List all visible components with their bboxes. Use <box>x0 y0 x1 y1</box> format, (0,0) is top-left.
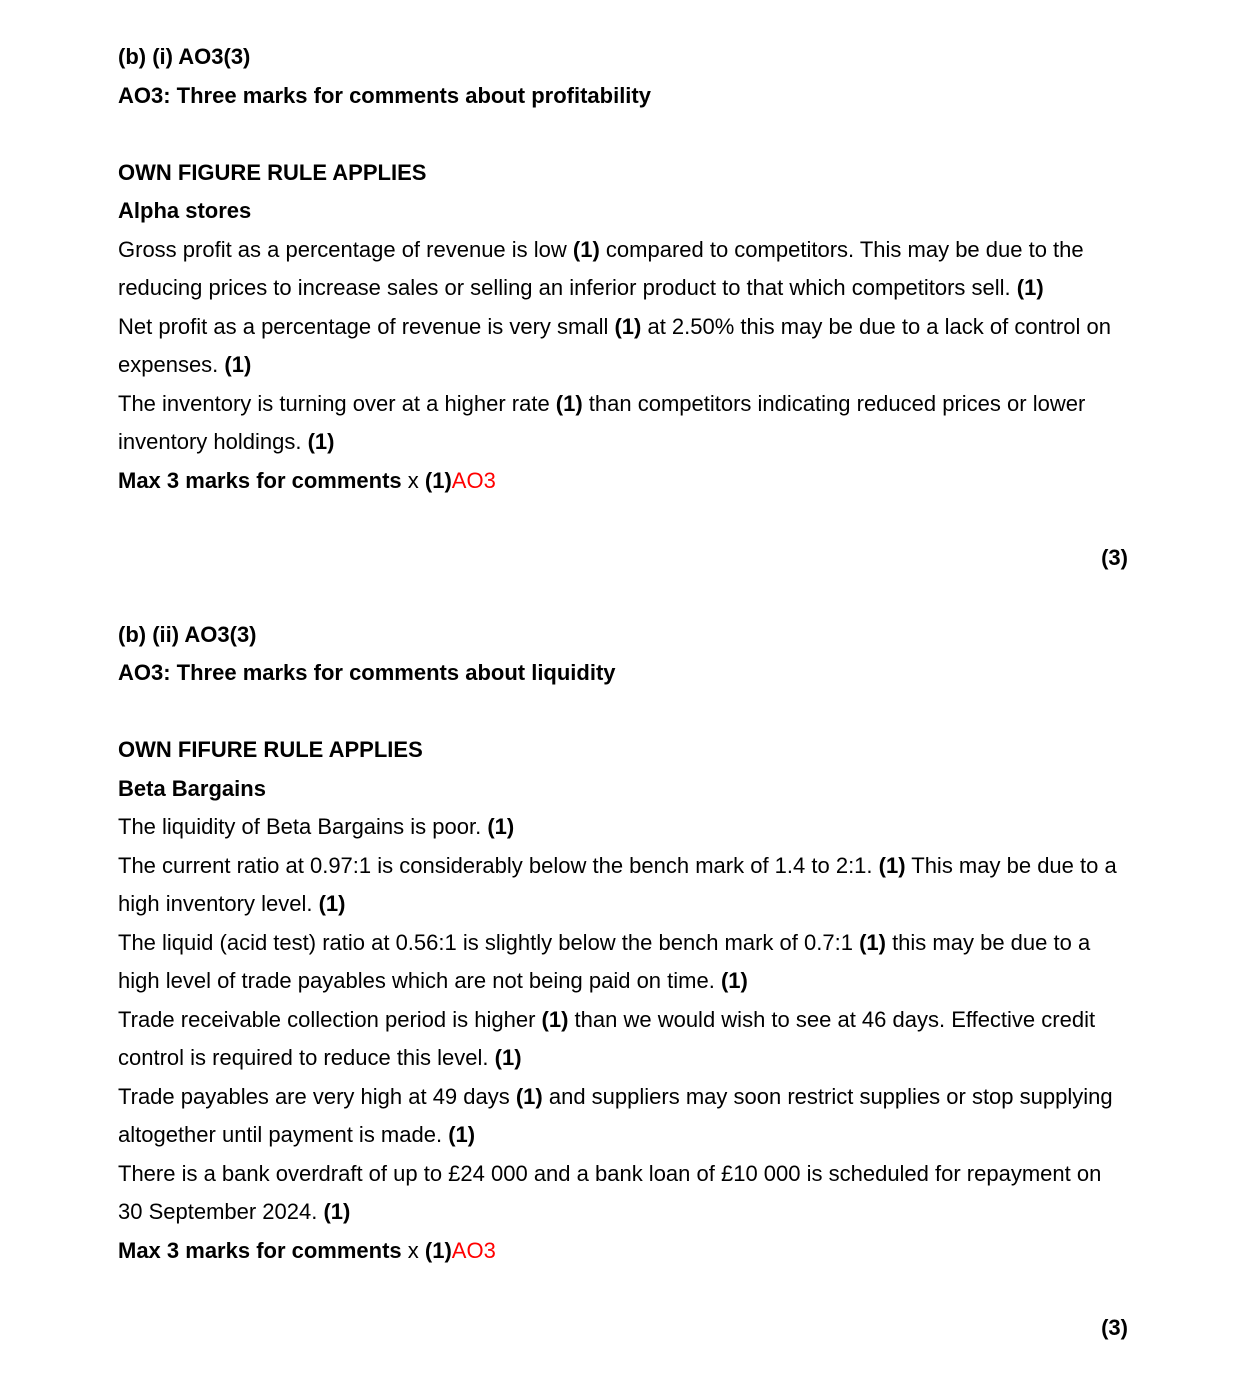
text-run: compared to competitors. This may be due to the reducing prices to increase sales or selling an inferior product to that which competitors sell. <box>118 236 1084 300</box>
text-run: at 2.50% this may be due to a lack of control on expenses. <box>118 313 1111 377</box>
text-run: The liquid (acid test) ratio at 0.56:1 is slightly below the bench mark of 0.7:1 <box>118 929 860 955</box>
blank-line <box>118 115 1128 154</box>
max-marks-line <box>118 462 1128 501</box>
question-label-b-i <box>118 38 1128 77</box>
max-marks-line <box>118 1232 1128 1271</box>
bold-run: OWN FIGURE RULE APPLIES <box>118 159 427 185</box>
document-body <box>118 38 1128 1347</box>
company-name-alpha <box>118 192 1128 231</box>
comment-current-ratio <box>118 847 1128 924</box>
bold-run: (1) <box>448 1122 476 1147</box>
comment-trade-payables <box>118 1078 1128 1155</box>
bold-run: Beta Bargains <box>118 775 266 801</box>
text-run: x <box>401 1237 425 1263</box>
bold-run: (1) <box>555 390 583 416</box>
own-figure-rule-note <box>118 731 1128 770</box>
part-b-ii-liquidity <box>118 616 1128 1348</box>
question-label-b-ii <box>118 616 1128 655</box>
text-run: than we would wish to see at 46 days. Effective credit control is required to reduce this level. <box>118 1006 1096 1070</box>
text-run: The current ratio at 0.97:1 is considerably below the bench mark of 1.4 to 2:1. <box>118 852 879 878</box>
bold-run: (1) <box>515 1083 543 1109</box>
bold-run: (1) <box>424 1237 452 1263</box>
blank-line <box>118 1270 1128 1309</box>
bold-run: (1) <box>494 1045 522 1070</box>
total-marks-b-i <box>118 539 1128 578</box>
bold-run: (1) <box>424 467 452 493</box>
bold-run: (1) <box>878 852 906 878</box>
bold-run: AO3: Three marks for comments about profitability <box>118 82 651 108</box>
text-run: Trade receivable collection period is higher <box>118 1006 542 1032</box>
bold-run: Max 3 marks for comments <box>118 467 402 493</box>
ao3-tag: AO3 <box>451 467 496 493</box>
text-run: Trade payables are very high at 49 days <box>118 1083 516 1109</box>
ao3-tag: AO3 <box>451 1237 496 1263</box>
comment-liquidity-poor <box>118 808 1128 847</box>
bold-run: (1) <box>487 814 515 839</box>
blank-line <box>118 577 1128 616</box>
own-figure-rule-note <box>118 154 1128 193</box>
bold-run: Alpha stores <box>118 198 252 223</box>
bold-run: (3) <box>1101 544 1128 570</box>
comment-net-profit <box>118 308 1128 385</box>
ao3-description-liquidity <box>118 654 1128 693</box>
bold-run: (1) <box>541 1006 569 1032</box>
bold-run: (1) <box>307 429 335 454</box>
bold-run: (1) <box>859 929 886 955</box>
text-run: Net profit as a percentage of revenue is very small <box>118 313 615 339</box>
blank-line <box>118 693 1128 732</box>
comment-trade-receivable <box>118 1001 1128 1078</box>
bold-run: AO3: Three marks for comments about liquidity <box>118 660 616 685</box>
comment-gross-profit <box>118 231 1128 308</box>
bold-run: (b) (ii) AO3(3) <box>118 621 257 647</box>
part-b-i-profitability <box>118 38 1128 616</box>
bold-run: (1) <box>224 352 252 377</box>
text-run: There is a bank overdraft of up to £24 000 and a bank loan of £10 000 is scheduled for repayment on 30 September 2024. <box>118 1160 1102 1224</box>
text-run: Gross profit as a percentage of revenue is low <box>118 236 573 262</box>
text-run: The inventory is turning over at a higher rate <box>118 390 556 416</box>
text-run: This may be due to a high inventory level. <box>118 852 1117 916</box>
company-name-beta <box>118 770 1128 809</box>
comment-bank-overdraft <box>118 1155 1128 1232</box>
text-run: x <box>401 467 425 493</box>
text-run: this may be due to a high level of trade payables which are not being paid on time. <box>118 929 1091 993</box>
text-run: The liquidity of Beta Bargains is poor. <box>118 814 488 839</box>
bold-run: Max 3 marks for comments <box>118 1237 402 1263</box>
ao3-description-profitability <box>118 77 1128 116</box>
comment-inventory-turnover <box>118 385 1128 462</box>
bold-run: (1) <box>614 313 642 339</box>
text-run: and suppliers may soon restrict supplies or stop supplying altogether until payment is made. <box>118 1083 1113 1147</box>
bold-run: (3) <box>1101 1314 1128 1340</box>
bold-run: (1) <box>323 1199 351 1224</box>
bold-run: (b) (i) AO3(3) <box>118 44 251 69</box>
bold-run: (1) <box>572 236 600 262</box>
bold-run: OWN FIFURE RULE APPLIES <box>118 737 423 762</box>
bold-run: (1) <box>1016 275 1044 300</box>
text-run: than competitors indicating reduced prices or lower inventory holdings. <box>118 390 1086 454</box>
bold-run: (1) <box>720 968 748 993</box>
blank-line <box>118 500 1128 539</box>
total-marks-b-ii <box>118 1309 1128 1348</box>
bold-run: (1) <box>318 891 346 916</box>
comment-liquid-ratio <box>118 924 1128 1001</box>
